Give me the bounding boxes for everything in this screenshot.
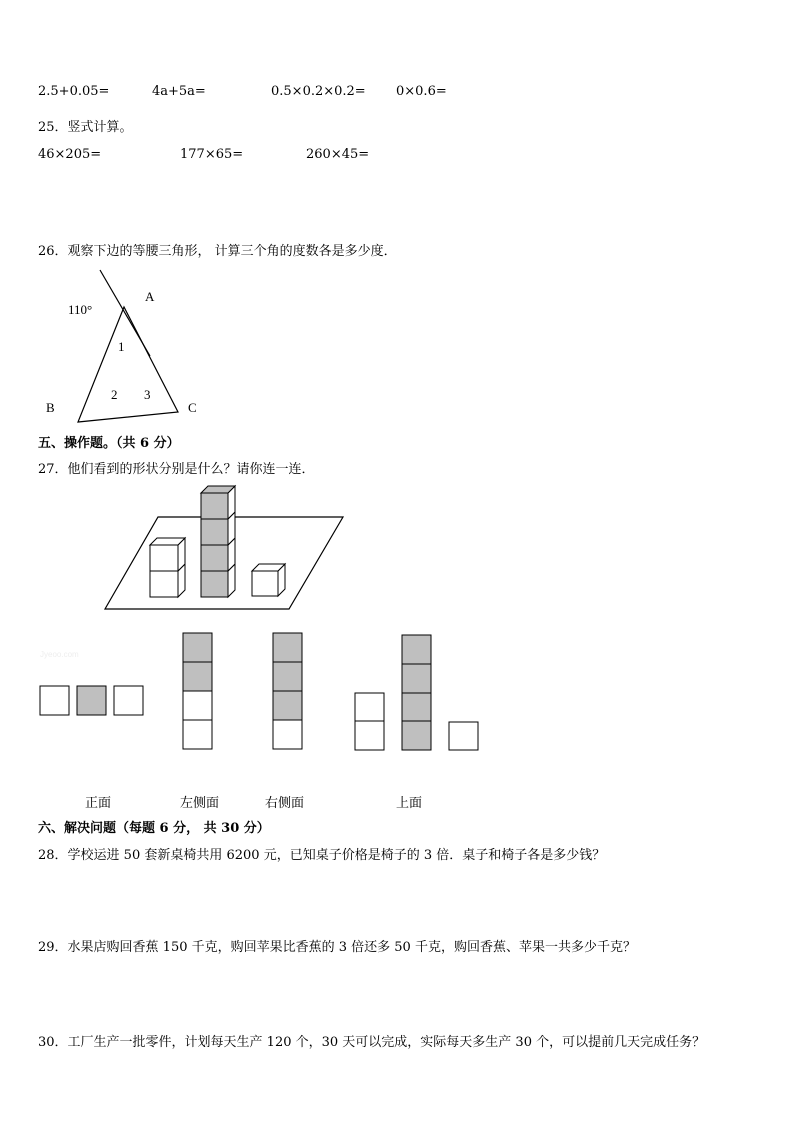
- q26-title: 26．观察下边的等腰三角形， 计算三个角的度数各是多少度．: [38, 244, 397, 259]
- vertex-b-label: B: [46, 400, 55, 415]
- vertex-c-label: C: [188, 400, 197, 415]
- angle-3-label: 3: [144, 387, 151, 402]
- q27-title: 27．他们看到的形状分别是什么？请你连一连．: [38, 462, 315, 477]
- q25-title: 25．竖式计算。: [38, 120, 133, 135]
- view-left-side-shape: [183, 633, 212, 749]
- view-front-shape: [40, 686, 143, 715]
- label-top-view: 上面: [396, 796, 423, 811]
- label-right-side-view: 右侧面: [265, 796, 305, 811]
- q25-item-1: 46×205=: [38, 147, 102, 162]
- q25-item-3: 260×45=: [306, 147, 370, 162]
- q28-text: 28．学校运进 50 套新桌椅共用 6200 元，已知桌子价格是椅子的 3 倍．桌子和椅子各是多少钱？: [38, 848, 606, 863]
- label-front-view: 正面: [85, 796, 112, 811]
- angle-2-label: 2: [111, 387, 118, 402]
- q30-text: 30．工厂生产一批零件，计划每天生产 120 个，30 天可以完成，实际每天多生产 30 个，可以提前几天完成任务？: [38, 1035, 706, 1050]
- angle-1-label: 1: [118, 339, 125, 354]
- section-5-heading: 五、操作题。（共 6 分）: [38, 436, 180, 451]
- calc-item-2: 4a+5a=: [152, 84, 206, 99]
- section-6-heading: 六、解决问题（每题 6 分， 共 30 分）: [38, 821, 270, 836]
- view-top-shape: [355, 635, 478, 750]
- middle-cube-stack: [201, 486, 235, 597]
- exterior-angle-label: 110°: [68, 302, 93, 317]
- vertex-a-label: A: [145, 289, 155, 304]
- q29-text: 29．水果店购回香蕉 150 千克，购回苹果比香蕉的 3 倍还多 50 千克，购回香蕉、苹果一共多少千克？: [38, 940, 636, 955]
- calc-item-4: 0×0.6=: [396, 84, 447, 99]
- left-cube-stack: [150, 538, 185, 597]
- right-single-cube: [252, 564, 285, 596]
- q25-item-2: 177×65=: [180, 147, 244, 162]
- watermark-text: Jyeoo.com: [40, 650, 79, 659]
- view-right-side-shape: [273, 633, 302, 749]
- calc-item-3: 0.5×0.2×0.2=: [271, 84, 366, 99]
- label-left-side-view: 左侧面: [180, 796, 220, 811]
- calc-item-1: 2.5+0.05=: [38, 84, 110, 99]
